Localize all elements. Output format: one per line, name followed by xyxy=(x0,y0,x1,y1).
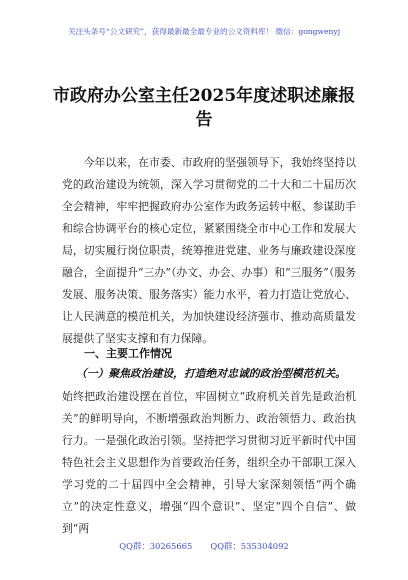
footer-qq-group-1: QQ群：30265665 xyxy=(119,541,193,551)
section-heading-main-work: 一、主要工作情况 xyxy=(84,347,172,360)
intro-paragraph: 今年以来，在市委、市政府的坚强领导下，我始终坚持以党的政治建设为统领，深入学习贯彻党的二十大和二十届历次全会精神，牢牢把握政府办公室作为政务运转中枢、参谋助手和综合协调平台的核心定位，紧紧围绕全市中心工作和发展大局，切实履行岗位职责，统筹推进党建、业务与廉政建设深度融合，全面提升“三办”（办文、办会、办事）和“三服务”（服务发展、服务决策、服务落实）能力水平，着力打造让党放心、让人民满意的模范机关，为加快建设经济强市、推动高质量发展提供了坚实支撑和有力保障。 xyxy=(62,156,356,345)
body-paragraph: 始终把政治建设摆在首位，牢固树立“政府机关首先是政治机关”的鲜明导向，不断增强政治判断力、政治领悟力、政治执行力。一是强化政治引领。坚持把学习贯彻习近平新时代中国特色社会主义思想作为首要政治任务，组织全办干部职工深入学习党的二十届四中全会精神，引导大家深刻领悟“两个确立”的决定性意义，增强“四个意识”、坚定“四个自信”、做到“两 xyxy=(62,390,356,535)
header-notice: 关注头条号“公文研究”，获得最新最全最专业的公文资料库！ 微信：gongwenyj xyxy=(67,27,341,36)
footer-qq-group-2: QQ群：535304092 xyxy=(210,541,289,551)
footer-contact xyxy=(0,540,408,552)
subsection-heading-political-building: （一）聚焦政治建设，打造绝对忠诚的政治型模范机关。 xyxy=(76,367,346,380)
document-title: 市政府办公室主任2025年度述职述廉报告 xyxy=(52,86,356,130)
